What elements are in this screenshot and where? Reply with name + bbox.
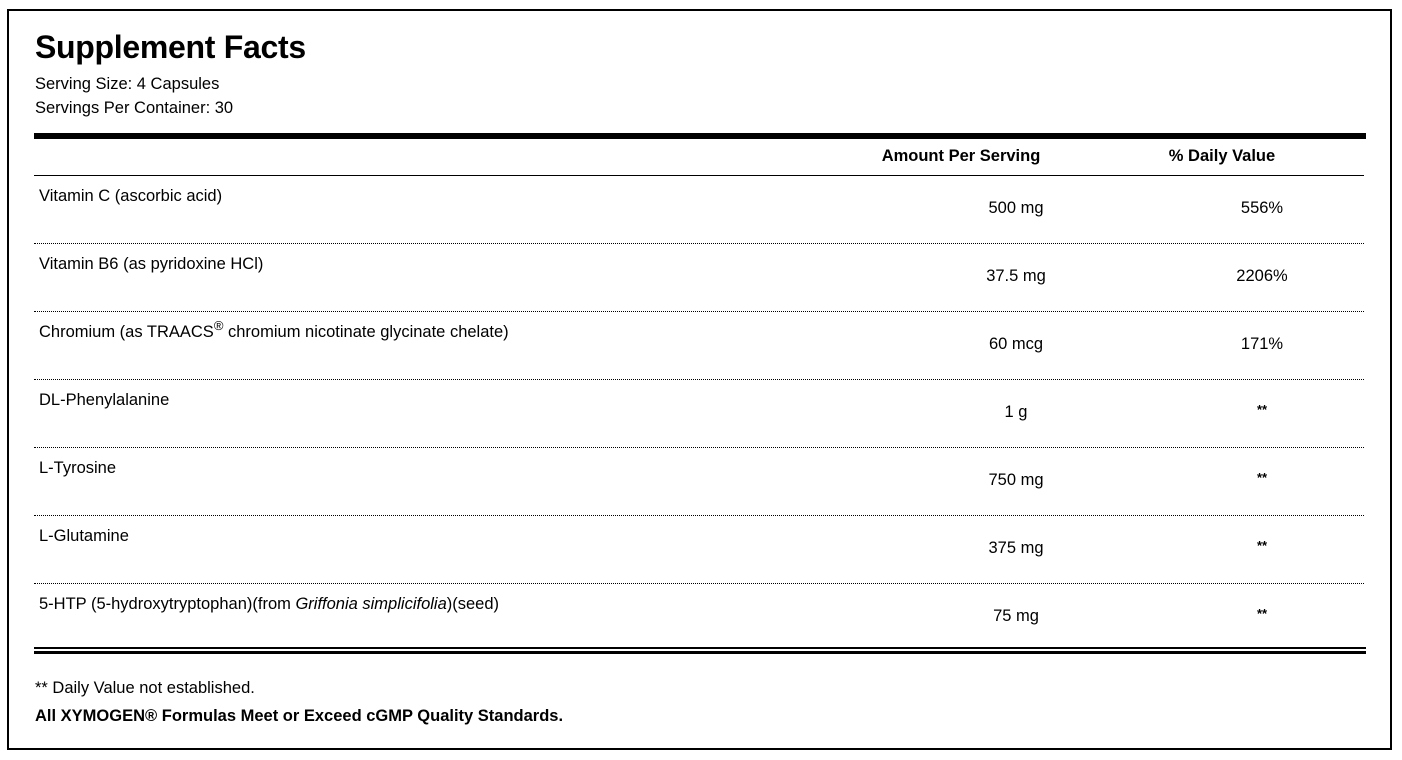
nutrient-daily-value: 556%	[1240, 199, 1284, 217]
nutrient-amount: 500 mg	[988, 199, 1044, 217]
nutrient-amount: 75 mg	[993, 607, 1039, 625]
nutrient-daily-value: **	[1256, 606, 1268, 621]
footer-double-rule	[34, 647, 1366, 654]
header-thick-rule	[34, 133, 1366, 139]
servings-per-container: Servings Per Container: 30	[35, 99, 234, 117]
quality-statement: All XYMOGEN® Formulas Meet or Exceed cGMP Quality Standards.	[35, 707, 564, 725]
nutrient-daily-value: **	[1256, 538, 1268, 553]
nutrient-name: L-Glutamine	[39, 527, 129, 545]
nutrient-row	[0, 516, 1402, 584]
nutrient-name-part: chromium nicotinate glycinate chelate)	[223, 323, 509, 341]
nutrient-amount: 750 mg	[988, 471, 1044, 489]
nutrient-name: DL-Phenylalanine	[39, 391, 170, 409]
daily-value-footnote: ** Daily Value not established.	[35, 679, 255, 697]
nutrient-name	[39, 318, 509, 342]
nutrient-name: L-Tyrosine	[39, 459, 117, 477]
nutrient-name: Vitamin C (ascorbic acid)	[39, 187, 223, 205]
nutrient-row	[0, 244, 1402, 312]
registered-mark: ®	[213, 318, 224, 333]
label-title: Supplement Facts	[35, 29, 306, 65]
nutrient-name	[39, 594, 499, 614]
nutrient-amount: 375 mg	[988, 539, 1044, 557]
nutrient-daily-value: **	[1256, 402, 1268, 417]
nutrient-name: Vitamin B6 (as pyridoxine HCl)	[39, 255, 264, 273]
nutrient-amount: 60 mcg	[988, 335, 1044, 353]
nutrient-daily-value: **	[1256, 470, 1268, 485]
nutrient-table	[0, 176, 1402, 652]
serving-size: Serving Size: 4 Capsules	[35, 75, 220, 93]
nutrient-amount: 37.5 mg	[986, 267, 1046, 285]
nutrient-row	[0, 176, 1402, 244]
nutrient-row	[0, 448, 1402, 516]
nutrient-daily-value: 2206%	[1236, 267, 1288, 285]
nutrient-amount: 1 g	[1004, 403, 1028, 421]
nutrient-row	[0, 380, 1402, 448]
nutrient-name-part: )(seed)	[446, 595, 500, 613]
nutrient-row	[0, 584, 1402, 652]
column-header-amount: Amount Per Serving	[881, 147, 1041, 165]
nutrient-row	[0, 312, 1402, 380]
column-header-daily-value: % Daily Value	[1168, 147, 1276, 165]
nutrient-name-part: Chromium (as TRAACS	[39, 323, 214, 341]
botanical-source: Griffonia simplicifolia	[295, 595, 447, 613]
nutrient-name-part: 5-HTP (5-hydroxytryptophan)(from	[39, 595, 296, 613]
nutrient-daily-value: 171%	[1240, 335, 1284, 353]
